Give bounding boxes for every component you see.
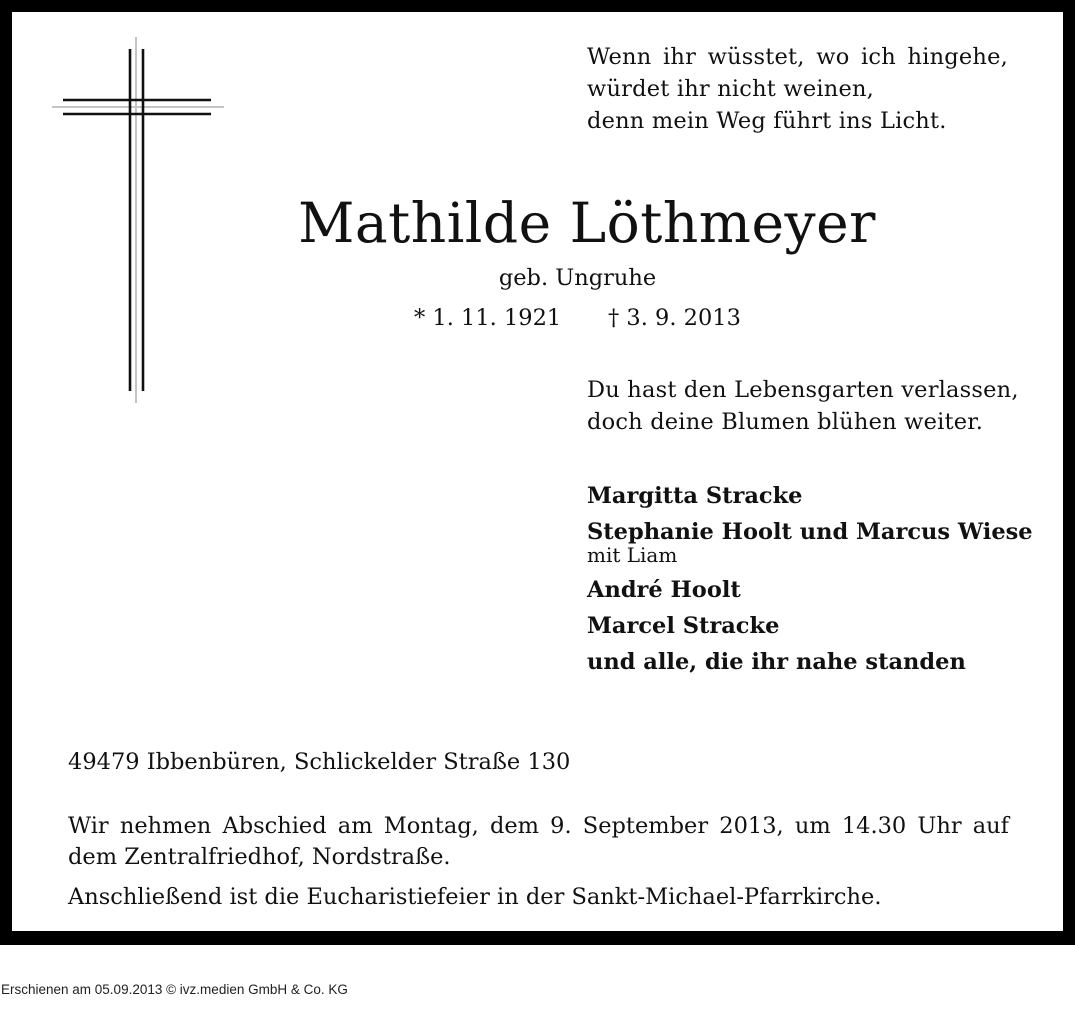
mourner-note: mit Liam [587, 543, 678, 567]
top-poem-line-1: Wenn ihr wüsstet, wo ich hingehe, [587, 44, 1008, 70]
mourner-name: Stephanie Hoolt und Marcus Wiese [587, 519, 1033, 545]
birth-name: geb. Ungruhe [498, 265, 657, 291]
mourner-name: Marcel Stracke [587, 613, 780, 639]
service-notice-text: Anschließend ist die Eucharistiefeier in der Sankt-Michael-Pfarrkirche. [68, 884, 882, 910]
middle-poem [587, 374, 1019, 438]
mourner-closing: und alle, die ihr nahe standen [587, 649, 966, 675]
top-poem-line-2: würdet ihr nicht weinen, [587, 76, 875, 102]
birth-date: * 1. 11. 1921 [414, 305, 562, 331]
funeral-notice [68, 811, 1009, 913]
mourner-name: André Hoolt [587, 577, 741, 603]
publication-footer: Erschienen am 05.09.2013 © ivz.medien GmbH & Co. KG [1, 982, 348, 997]
middle-poem-line-2: doch deine Blumen blühen weiter. [587, 409, 984, 435]
top-poem-line-3: denn mein Weg führt ins Licht. [587, 108, 947, 134]
obituary-card [12, 12, 1063, 931]
funeral-notice-text: Wir nehmen Abschied am Montag, dem 9. September 2013, um 14.30 Uhr auf dem Zentralfriedhof, Nordstraße. [68, 813, 1009, 870]
family-address: 49479 Ibbenbüren, Schlickelder Straße 130 [68, 749, 571, 775]
death-date: † 3. 9. 2013 [608, 305, 741, 331]
top-poem [587, 41, 1008, 137]
mourner-name: Margitta Stracke [587, 483, 803, 509]
mourners-list [587, 478, 1033, 680]
deceased-name: Mathilde Löthmeyer [298, 191, 876, 255]
middle-poem-line-1: Du hast den Lebensgarten verlassen, [587, 377, 1019, 403]
